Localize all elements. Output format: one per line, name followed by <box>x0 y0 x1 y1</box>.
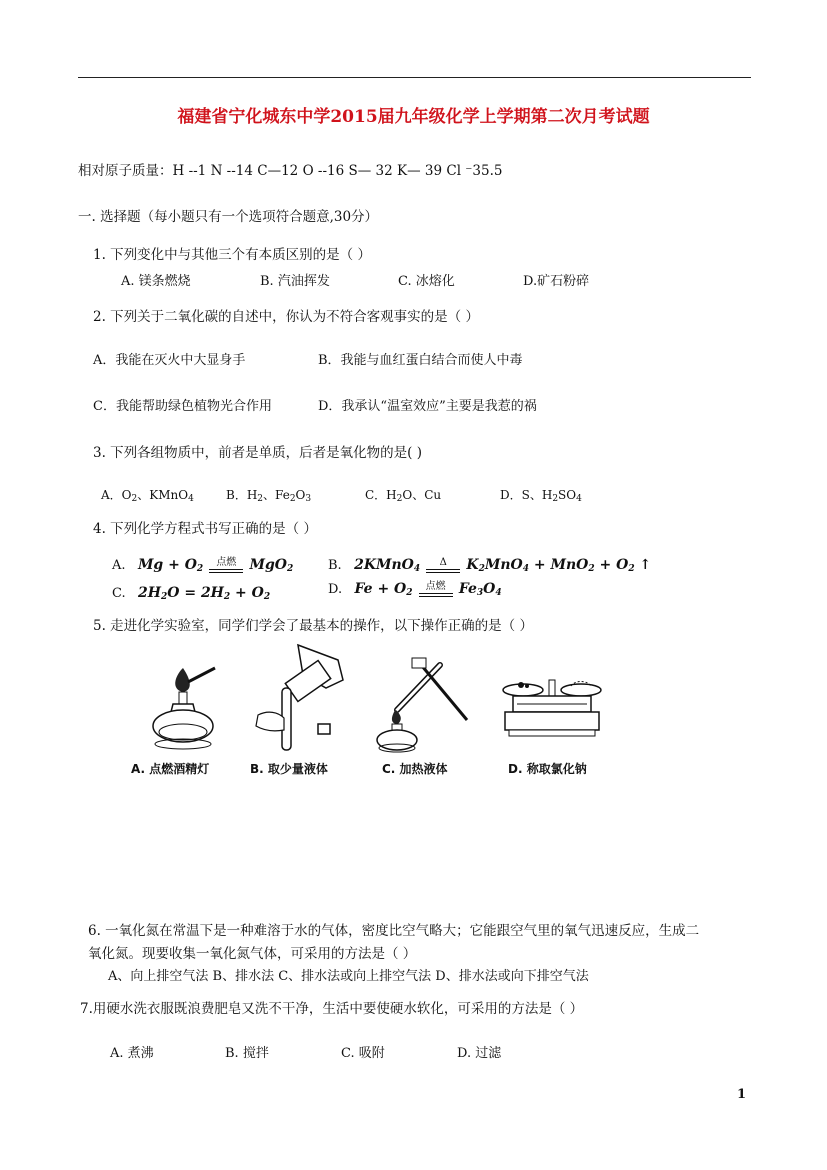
pouring-liquid-figure <box>248 640 353 755</box>
q4-option-c: C. $2H_2O = 2H_2 + O_2$ <box>112 585 271 602</box>
q1-option-d: D.矿石粉碎 <box>523 274 590 289</box>
q3-option-a: A．$O_2$、KMnO$_4$ <box>101 488 194 504</box>
q7-stem: 7.用硬水洗衣服既浪费肥皂又洗不干净，生活中要使硬水软化，可采用的方法是（ ） <box>80 1001 584 1017</box>
q6-stem-line2: 氧化氮。现要收集一氧化氮气体，可采用的方法是（ ） <box>88 946 417 962</box>
section-heading: 一. 选择题（每小题只有一个选项符合题意,30分） <box>78 209 379 225</box>
q3-stem: 3. 下列各组物质中，前者是单质，后者是氧化物的是( ) <box>93 445 422 461</box>
q2-option-c: C．我能帮助绿色植物光合作用 <box>93 399 272 414</box>
q6-options: A、向上排空气法 B、排水法 C、排水法或向上排空气法 D、排水法或向下排空气法 <box>108 969 589 984</box>
figure-label-d: D. 称取氯化钠 <box>508 762 587 776</box>
q7-option-c: C. 吸附 <box>341 1046 385 1061</box>
q5-stem: 5. 走进化学实验室，同学们学会了最基本的操作，以下操作正确的是（ ） <box>93 618 533 634</box>
page-number: 1 <box>737 1087 747 1102</box>
q2-stem: 2. 下列关于二氧化碳的自述中，你认为不符合客观事实的是（ ） <box>93 309 479 325</box>
q4-stem: 4. 下列化学方程式书写正确的是（ ） <box>93 521 317 537</box>
q1-option-c: C. 冰熔化 <box>398 274 455 289</box>
alcohol-lamp-figure <box>143 640 223 755</box>
q4-option-b: B. 2KMnO$_4$ Δ $K_2MnO_4 + MnO_2 + O_2$ ↑ <box>328 557 652 574</box>
q1-option-a: A. 镁条燃烧 <box>121 274 191 289</box>
atomic-masses: 相对原子质量：H --1 N --14 C—12 O --16 S— 32 K— 39 Cl ⁻35.5 <box>78 163 503 179</box>
q7-option-a: A. 煮沸 <box>110 1046 154 1061</box>
q3-option-b: B．$H_2$、$Fe_2O_3$ <box>226 488 312 504</box>
q3-option-d: D．S、$H_2SO_4$ <box>500 488 582 504</box>
figure-label-c: C. 加热液体 <box>382 762 448 776</box>
q7-option-d: D. 过滤 <box>457 1046 502 1061</box>
q7-option-b: B. 搅拌 <box>225 1046 269 1061</box>
burn-condition: 点燃 <box>419 582 453 597</box>
figure-label-a: A. 点燃酒精灯 <box>131 762 210 776</box>
q6-stem-line1: 6. 一氧化氮在常温下是一种难溶于水的气体，密度比空气略大；它能跟空气里的氧气迅速反应，生成二 <box>88 923 700 939</box>
q1-stem: 1. 下列变化中与其他三个有本质区别的是（ ） <box>93 247 371 263</box>
q1-option-b: B. 汽油挥发 <box>260 274 330 289</box>
header-rule <box>78 77 751 78</box>
page-title: 福建省宁化城东中学2015届九年级化学上学期第二次月考试题 <box>177 107 650 127</box>
heat-condition: Δ <box>426 558 460 573</box>
q3-option-c: C．$H_2O$、Cu <box>365 488 442 504</box>
q2-option-a: A．我能在灭火中大显身手 <box>93 353 246 368</box>
q2-option-b: B．我能与血红蛋白结合而使人中毒 <box>318 353 523 368</box>
q4-option-d: D. $Fe + O_2$ 点燃 $Fe_3O_4$ <box>328 581 502 598</box>
q4-option-a: A. $Mg + O_2$ 点燃 MgO$_2$ <box>112 557 294 574</box>
heating-liquid-figure <box>372 640 472 755</box>
balance-figure <box>495 640 610 755</box>
q2-option-d: D．我承认“温室效应”主要是我惹的祸 <box>318 399 537 414</box>
figure-label-b: B. 取少量液体 <box>250 762 328 776</box>
burn-condition: 点燃 <box>209 558 243 573</box>
